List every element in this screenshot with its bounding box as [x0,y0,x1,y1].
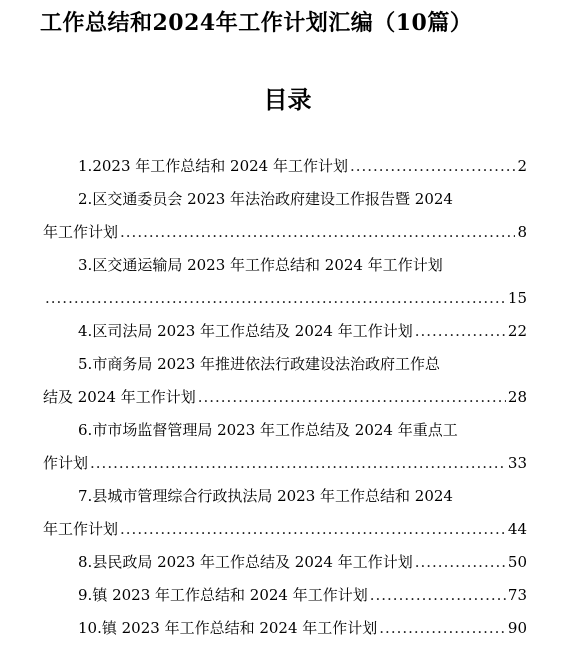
toc-entry-line1 [43,480,527,513]
toc-entry-title: 市商务局 2023 年推进依法行政建设法治政府工作总 [92,355,441,373]
toc-entry-page: 50 [507,553,527,571]
toc-entry-page: 15 [507,289,527,307]
toc-entry-number: 10. [78,619,102,637]
toc-entry-number: 5. [78,355,93,373]
toc-entry-page: 44 [507,520,527,538]
toc-entry-page: 33 [507,454,527,472]
toc-entry-3[interactable] [43,249,527,315]
toc-entry-title-cont: 结及 2024 年工作计划 [43,388,196,406]
table-of-contents [43,150,527,645]
toc-entry-number: 1. [78,157,93,175]
toc-entry-5[interactable] [43,348,527,414]
dot-leader [350,150,515,183]
toc-entry-number: 2. [78,190,93,208]
toc-entry-number: 4. [78,322,93,340]
toc-entry-number: 7. [78,487,93,505]
dot-leader [120,216,515,249]
toc-entry-page: 22 [507,322,527,340]
dot-leader [415,546,506,579]
toc-entry-number: 6. [78,421,93,439]
toc-entry-7[interactable] [43,480,527,546]
toc-entry-title: 县民政局 2023 年工作总结及 2024 年工作计划 [92,553,413,571]
toc-entry-page: 73 [507,586,527,604]
toc-entry-line1 [43,249,527,282]
dot-leader [198,381,506,414]
dot-leader [120,513,506,546]
document-title: 工作总结和2024年工作计划汇编（10篇） [40,10,473,36]
toc-entry-1[interactable] [43,150,527,183]
toc-entry-page: 2 [517,157,527,175]
toc-entry-line1 [43,414,527,447]
toc-entry-page: 90 [507,619,527,637]
dot-leader [415,315,506,348]
toc-heading: 目录 [263,85,312,114]
toc-entry-title: 市市场监督管理局 2023 年工作总结及 2024 年重点工 [92,421,458,439]
dot-leader [90,447,506,480]
toc-entry-number: 9. [78,586,93,604]
toc-entry-title: 镇 2023 年工作总结和 2024 年工作计划 [92,586,368,604]
toc-entry-line1 [43,183,527,216]
toc-entry-title: 区交通运输局 2023 年工作总结和 2024 年工作计划 [92,256,443,274]
toc-entry-title: 镇 2023 年工作总结和 2024 年工作计划 [101,619,378,637]
toc-entry-9[interactable] [43,579,527,612]
toc-entry-number: 3. [78,256,93,274]
toc-entry-line1 [43,348,527,381]
toc-entry-title: 区交通委员会 2023 年法治政府建设工作报告暨 2024 [92,190,453,208]
dot-leader [379,612,506,645]
toc-entry-8[interactable] [43,546,527,579]
toc-entry-page: 28 [507,388,527,406]
toc-entry-page: 8 [517,223,527,241]
toc-entry-number: 8. [78,553,93,571]
dot-leader [45,282,506,315]
dot-leader [370,579,506,612]
toc-entry-title-cont: 作计划 [43,454,89,472]
toc-entry-title: 区司法局 2023 年工作总结及 2024 年工作计划 [92,322,413,340]
toc-entry-title: 2023 年工作总结和 2024 年工作计划 [92,157,348,175]
toc-entry-title-cont: 年工作计划 [43,520,119,538]
toc-entry-10[interactable] [43,612,527,645]
toc-entry-2[interactable] [43,183,527,249]
toc-entry-title-cont: 年工作计划 [43,223,119,241]
toc-entry-4[interactable] [43,315,527,348]
toc-entry-6[interactable] [43,414,527,480]
toc-entry-title: 县城市管理综合行政执法局 2023 年工作总结和 2024 [92,487,453,505]
